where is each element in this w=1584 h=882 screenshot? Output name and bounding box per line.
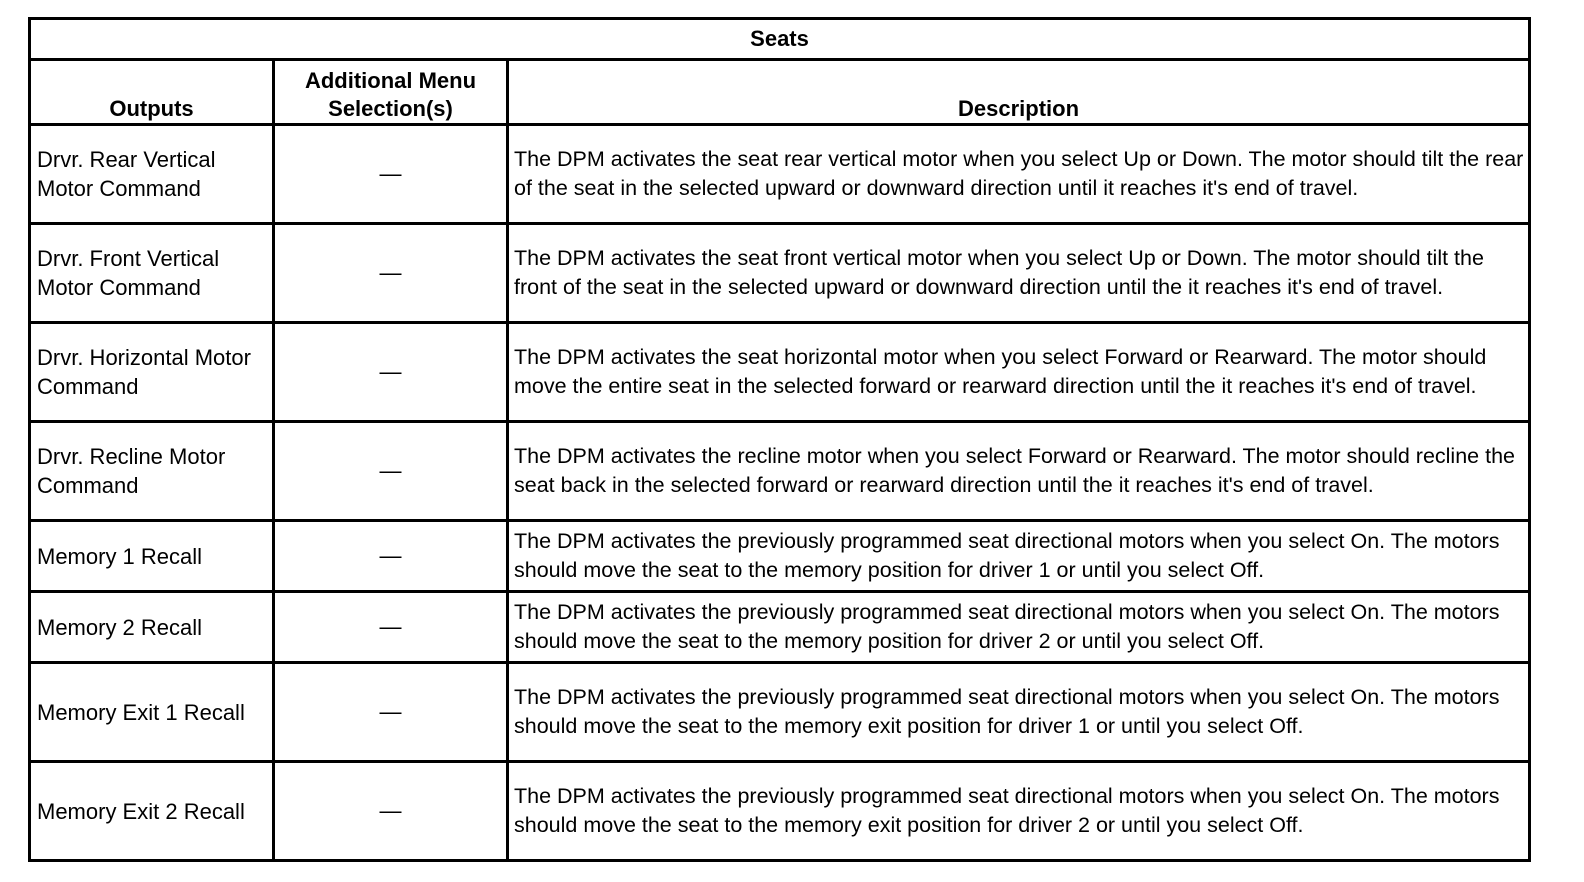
table-row	[30, 125, 1530, 224]
output-cell: Drvr. Horizontal Motor Command	[30, 323, 274, 422]
table-row	[30, 323, 1530, 422]
description-cell: The DPM activates the previously programmed seat directional motors when you select On. The motors should move the seat to the memory exit position for driver 2 or until you select Off.	[508, 762, 1530, 861]
selection-cell: —	[274, 224, 508, 323]
table-title: Seats	[30, 19, 1530, 60]
table-row	[30, 762, 1530, 861]
selection-cell: —	[274, 323, 508, 422]
header-selection-line1: Additional Menu	[304, 68, 477, 93]
header-description-label: Description	[958, 96, 1080, 121]
header-selection-line2: Selection(s)	[328, 96, 453, 121]
table-row	[30, 663, 1530, 762]
description-cell: The DPM activates the seat horizontal motor when you select Forward or Rearward. The motor should move the entire seat in the selected forward or rearward direction until the it reaches it's end of travel.	[508, 323, 1530, 422]
description-cell: The DPM activates the seat front vertical motor when you select Up or Down. The motor should tilt the front of the seat in the selected upward or downward direction until the it reaches it's end of travel.	[508, 224, 1530, 323]
selection-cell: —	[274, 592, 508, 663]
table-row	[30, 422, 1530, 521]
selection-cell: —	[274, 521, 508, 592]
table-row	[30, 521, 1530, 592]
output-cell: Memory Exit 1 Recall	[30, 663, 274, 762]
description-cell: The DPM activates the previously programmed seat directional motors when you select On. The motors should move the seat to the memory position for driver 2 or until you select Off.	[508, 592, 1530, 663]
output-cell: Drvr. Recline Motor Command	[30, 422, 274, 521]
output-cell: Memory 2 Recall	[30, 592, 274, 663]
description-cell: The DPM activates the previously programmed seat directional motors when you select On. The motors should move the seat to the memory exit position for driver 1 or until you select Off.	[508, 663, 1530, 762]
description-cell: The DPM activates the previously programmed seat directional motors when you select On. The motors should move the seat to the memory position for driver 1 or until you select Off.	[508, 521, 1530, 592]
header-additional-menu-selections	[274, 60, 508, 125]
seats-table	[28, 17, 1531, 862]
description-cell: The DPM activates the seat rear vertical motor when you select Up or Down. The motor should tilt the rear of the seat in the selected upward or downward direction until it reaches it's end of travel.	[508, 125, 1530, 224]
table-row	[30, 224, 1530, 323]
selection-cell: —	[274, 422, 508, 521]
output-cell: Memory Exit 2 Recall	[30, 762, 274, 861]
selection-cell: —	[274, 125, 508, 224]
output-cell: Drvr. Front Vertical Motor Command	[30, 224, 274, 323]
selection-cell: —	[274, 663, 508, 762]
output-cell: Drvr. Rear Vertical Motor Command	[30, 125, 274, 224]
table-row	[30, 592, 1530, 663]
header-description	[508, 60, 1530, 125]
output-cell: Memory 1 Recall	[30, 521, 274, 592]
header-outputs-label: Outputs	[109, 96, 194, 121]
description-cell: The DPM activates the recline motor when you select Forward or Rearward. The motor should recline the seat back in the selected forward or rearward direction until the it reaches it's end of travel.	[508, 422, 1530, 521]
selection-cell: —	[274, 762, 508, 861]
header-outputs	[30, 60, 274, 125]
table-title-row	[30, 19, 1530, 60]
table-header-row	[30, 60, 1530, 125]
